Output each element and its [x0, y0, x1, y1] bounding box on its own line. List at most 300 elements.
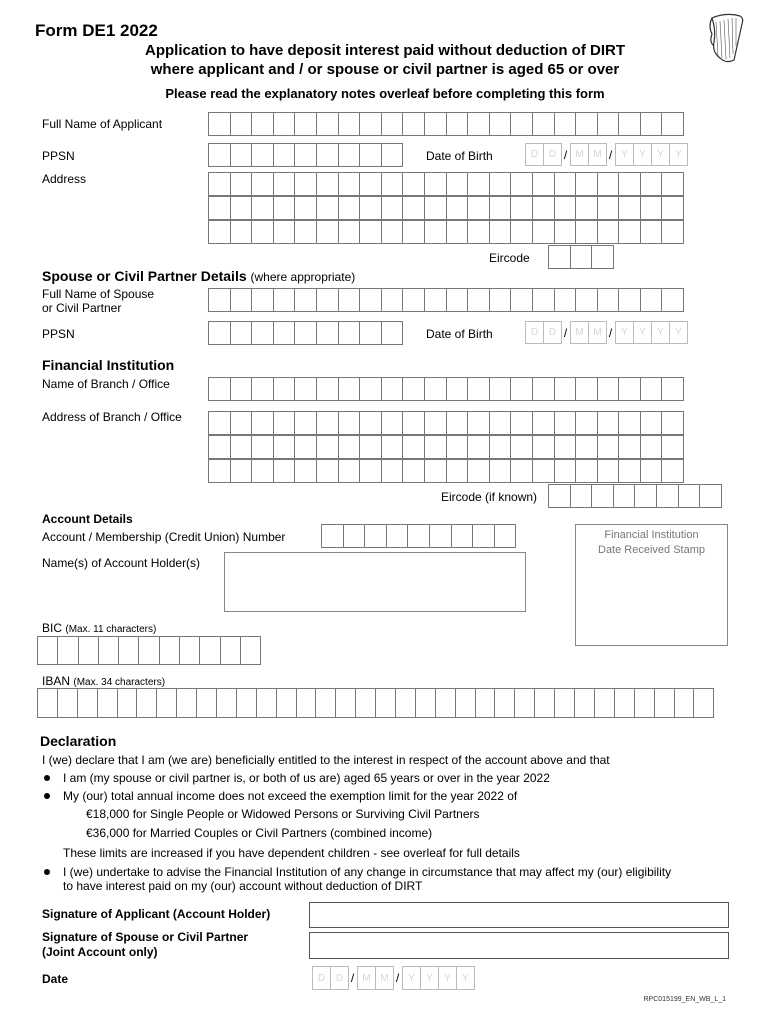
char-box[interactable]: [251, 112, 274, 136]
char-box[interactable]: [208, 377, 231, 401]
char-box[interactable]: [196, 688, 217, 718]
char-box[interactable]: [424, 288, 447, 312]
char-box[interactable]: [294, 143, 317, 167]
char-box[interactable]: [273, 143, 296, 167]
char-box[interactable]: [597, 377, 620, 401]
char-box[interactable]: [273, 411, 296, 435]
char-box[interactable]: [381, 435, 404, 459]
char-box[interactable]: [381, 321, 404, 345]
char-box[interactable]: [359, 411, 382, 435]
char-box[interactable]: [661, 435, 684, 459]
dob-year-box[interactable]: Y: [615, 321, 634, 344]
char-box[interactable]: [472, 524, 495, 548]
char-box[interactable]: [532, 435, 555, 459]
dob-month-box[interactable]: M: [570, 321, 589, 344]
char-box[interactable]: [654, 688, 675, 718]
char-box[interactable]: [575, 459, 598, 483]
char-box[interactable]: [424, 112, 447, 136]
char-box[interactable]: [230, 220, 253, 244]
date-year-box[interactable]: Y: [420, 966, 439, 990]
char-box[interactable]: [381, 459, 404, 483]
char-box[interactable]: [402, 288, 425, 312]
char-box[interactable]: [597, 411, 620, 435]
char-box[interactable]: [467, 172, 490, 196]
char-box[interactable]: [78, 636, 99, 665]
char-box[interactable]: [554, 377, 577, 401]
char-box[interactable]: [446, 172, 469, 196]
char-box[interactable]: [510, 459, 533, 483]
char-box[interactable]: [575, 288, 598, 312]
char-box[interactable]: [532, 459, 555, 483]
char-box[interactable]: [594, 688, 615, 718]
char-box[interactable]: [554, 411, 577, 435]
char-box[interactable]: [634, 484, 657, 508]
char-box[interactable]: [402, 220, 425, 244]
spouse-ppsn-boxes[interactable]: [208, 321, 402, 345]
char-box[interactable]: [199, 636, 220, 665]
char-box[interactable]: [316, 196, 339, 220]
char-box[interactable]: [273, 112, 296, 136]
spouse-full-name-boxes[interactable]: [208, 288, 683, 312]
char-box[interactable]: [424, 196, 447, 220]
char-box[interactable]: [338, 411, 361, 435]
char-box[interactable]: [117, 688, 138, 718]
char-box[interactable]: [618, 288, 641, 312]
char-box[interactable]: [475, 688, 496, 718]
char-box[interactable]: [597, 196, 620, 220]
branch-address-line2-boxes[interactable]: [208, 435, 683, 459]
date-month-box[interactable]: M: [375, 966, 394, 990]
applicant-eircode-boxes[interactable]: [548, 245, 613, 269]
char-box[interactable]: [554, 288, 577, 312]
char-box[interactable]: [532, 220, 555, 244]
char-box[interactable]: [661, 377, 684, 401]
char-box[interactable]: [640, 196, 663, 220]
char-box[interactable]: [240, 636, 261, 665]
branch-address-line3-boxes[interactable]: [208, 459, 683, 483]
char-box[interactable]: [359, 459, 382, 483]
char-box[interactable]: [510, 288, 533, 312]
dob-year-box[interactable]: Y: [669, 143, 688, 166]
char-box[interactable]: [208, 411, 231, 435]
char-box[interactable]: [230, 321, 253, 345]
char-box[interactable]: [395, 688, 416, 718]
char-box[interactable]: [591, 484, 614, 508]
char-box[interactable]: [251, 435, 274, 459]
char-box[interactable]: [554, 112, 577, 136]
char-box[interactable]: [338, 288, 361, 312]
char-box[interactable]: [532, 112, 555, 136]
char-box[interactable]: [57, 688, 78, 718]
char-box[interactable]: [661, 196, 684, 220]
char-box[interactable]: [273, 220, 296, 244]
char-box[interactable]: [359, 172, 382, 196]
char-box[interactable]: [402, 172, 425, 196]
char-box[interactable]: [276, 688, 297, 718]
char-box[interactable]: [656, 484, 679, 508]
char-box[interactable]: [575, 377, 598, 401]
char-box[interactable]: [467, 196, 490, 220]
char-box[interactable]: [294, 172, 317, 196]
char-box[interactable]: [489, 196, 512, 220]
dob-day-box[interactable]: D: [543, 143, 562, 166]
char-box[interactable]: [489, 459, 512, 483]
char-box[interactable]: [230, 288, 253, 312]
char-box[interactable]: [381, 288, 404, 312]
char-box[interactable]: [575, 196, 598, 220]
char-box[interactable]: [455, 688, 476, 718]
char-box[interactable]: [510, 377, 533, 401]
applicant-address-line3-boxes[interactable]: [208, 220, 683, 244]
char-box[interactable]: [618, 172, 641, 196]
char-box[interactable]: [321, 524, 344, 548]
spouse-dob-field[interactable]: [525, 321, 687, 344]
spouse-signature-field[interactable]: [309, 932, 729, 959]
char-box[interactable]: [640, 435, 663, 459]
char-box[interactable]: [359, 321, 382, 345]
char-box[interactable]: [316, 288, 339, 312]
char-box[interactable]: [159, 636, 180, 665]
char-box[interactable]: [446, 220, 469, 244]
dob-year-box[interactable]: Y: [669, 321, 688, 344]
date-year-box[interactable]: Y: [438, 966, 457, 990]
char-box[interactable]: [489, 220, 512, 244]
char-box[interactable]: [208, 435, 231, 459]
char-box[interactable]: [532, 172, 555, 196]
char-box[interactable]: [230, 459, 253, 483]
char-box[interactable]: [618, 196, 641, 220]
char-box[interactable]: [597, 288, 620, 312]
bic-boxes[interactable]: [37, 636, 260, 665]
char-box[interactable]: [316, 411, 339, 435]
char-box[interactable]: [693, 688, 714, 718]
char-box[interactable]: [402, 459, 425, 483]
char-box[interactable]: [359, 288, 382, 312]
dob-day-box[interactable]: D: [525, 143, 544, 166]
char-box[interactable]: [338, 377, 361, 401]
char-box[interactable]: [640, 411, 663, 435]
char-box[interactable]: [634, 688, 655, 718]
char-box[interactable]: [273, 435, 296, 459]
char-box[interactable]: [208, 459, 231, 483]
char-box[interactable]: [640, 220, 663, 244]
char-box[interactable]: [661, 112, 684, 136]
char-box[interactable]: [591, 245, 614, 269]
char-box[interactable]: [548, 245, 571, 269]
char-box[interactable]: [273, 288, 296, 312]
char-box[interactable]: [230, 112, 253, 136]
dob-year-box[interactable]: Y: [651, 321, 670, 344]
char-box[interactable]: [446, 377, 469, 401]
char-box[interactable]: [661, 411, 684, 435]
char-box[interactable]: [359, 196, 382, 220]
char-box[interactable]: [532, 196, 555, 220]
char-box[interactable]: [208, 172, 231, 196]
char-box[interactable]: [381, 196, 404, 220]
char-box[interactable]: [451, 524, 474, 548]
char-box[interactable]: [230, 172, 253, 196]
char-box[interactable]: [640, 288, 663, 312]
char-box[interactable]: [575, 220, 598, 244]
char-box[interactable]: [494, 688, 515, 718]
char-box[interactable]: [98, 636, 119, 665]
char-box[interactable]: [467, 435, 490, 459]
char-box[interactable]: [424, 459, 447, 483]
dob-year-box[interactable]: Y: [651, 143, 670, 166]
char-box[interactable]: [236, 688, 257, 718]
char-box[interactable]: [575, 172, 598, 196]
char-box[interactable]: [251, 321, 274, 345]
char-box[interactable]: [316, 172, 339, 196]
char-box[interactable]: [429, 524, 452, 548]
char-box[interactable]: [618, 112, 641, 136]
char-box[interactable]: [37, 688, 58, 718]
char-box[interactable]: [97, 688, 118, 718]
char-box[interactable]: [294, 411, 317, 435]
char-box[interactable]: [640, 377, 663, 401]
dob-day-box[interactable]: D: [543, 321, 562, 344]
char-box[interactable]: [597, 220, 620, 244]
char-box[interactable]: [467, 459, 490, 483]
char-box[interactable]: [381, 220, 404, 244]
dob-month-box[interactable]: M: [588, 143, 607, 166]
char-box[interactable]: [294, 112, 317, 136]
char-box[interactable]: [575, 411, 598, 435]
char-box[interactable]: [208, 321, 231, 345]
char-box[interactable]: [230, 377, 253, 401]
char-box[interactable]: [597, 459, 620, 483]
iban-boxes[interactable]: [37, 688, 713, 718]
char-box[interactable]: [208, 220, 231, 244]
char-box[interactable]: [37, 636, 58, 665]
char-box[interactable]: [57, 636, 78, 665]
char-box[interactable]: [381, 172, 404, 196]
char-box[interactable]: [364, 524, 387, 548]
char-box[interactable]: [208, 288, 231, 312]
dob-year-box[interactable]: Y: [633, 321, 652, 344]
char-box[interactable]: [77, 688, 98, 718]
char-box[interactable]: [338, 321, 361, 345]
char-box[interactable]: [570, 484, 593, 508]
char-box[interactable]: [407, 524, 430, 548]
char-box[interactable]: [489, 435, 512, 459]
char-box[interactable]: [251, 220, 274, 244]
branch-address-line1-boxes[interactable]: [208, 411, 683, 435]
char-box[interactable]: [467, 377, 490, 401]
char-box[interactable]: [338, 172, 361, 196]
char-box[interactable]: [230, 196, 253, 220]
char-box[interactable]: [467, 112, 490, 136]
char-box[interactable]: [316, 143, 339, 167]
char-box[interactable]: [494, 524, 517, 548]
char-box[interactable]: [575, 435, 598, 459]
char-box[interactable]: [335, 688, 356, 718]
char-box[interactable]: [554, 196, 577, 220]
char-box[interactable]: [316, 321, 339, 345]
char-box[interactable]: [338, 112, 361, 136]
char-box[interactable]: [402, 112, 425, 136]
char-box[interactable]: [446, 411, 469, 435]
char-box[interactable]: [316, 377, 339, 401]
char-box[interactable]: [424, 411, 447, 435]
char-box[interactable]: [467, 288, 490, 312]
char-box[interactable]: [273, 377, 296, 401]
char-box[interactable]: [338, 196, 361, 220]
char-box[interactable]: [614, 688, 635, 718]
dob-month-box[interactable]: M: [588, 321, 607, 344]
branch-eircode-boxes[interactable]: [548, 484, 721, 508]
char-box[interactable]: [315, 688, 336, 718]
char-box[interactable]: [510, 172, 533, 196]
char-box[interactable]: [316, 435, 339, 459]
char-box[interactable]: [273, 459, 296, 483]
char-box[interactable]: [618, 411, 641, 435]
char-box[interactable]: [316, 112, 339, 136]
char-box[interactable]: [381, 377, 404, 401]
char-box[interactable]: [575, 112, 598, 136]
char-box[interactable]: [338, 143, 361, 167]
char-box[interactable]: [118, 636, 139, 665]
char-box[interactable]: [510, 411, 533, 435]
char-box[interactable]: [230, 411, 253, 435]
date-day-box[interactable]: D: [330, 966, 349, 990]
char-box[interactable]: [338, 459, 361, 483]
char-box[interactable]: [640, 112, 663, 136]
char-box[interactable]: [570, 245, 593, 269]
char-box[interactable]: [534, 688, 555, 718]
char-box[interactable]: [251, 196, 274, 220]
char-box[interactable]: [230, 143, 253, 167]
char-box[interactable]: [251, 143, 274, 167]
char-box[interactable]: [386, 524, 409, 548]
char-box[interactable]: [359, 435, 382, 459]
char-box[interactable]: [294, 377, 317, 401]
char-box[interactable]: [294, 196, 317, 220]
branch-name-boxes[interactable]: [208, 377, 683, 401]
char-box[interactable]: [510, 196, 533, 220]
char-box[interactable]: [467, 411, 490, 435]
char-box[interactable]: [381, 143, 404, 167]
char-box[interactable]: [554, 435, 577, 459]
char-box[interactable]: [554, 459, 577, 483]
char-box[interactable]: [554, 688, 575, 718]
char-box[interactable]: [532, 288, 555, 312]
char-box[interactable]: [618, 220, 641, 244]
char-box[interactable]: [338, 220, 361, 244]
char-box[interactable]: [296, 688, 317, 718]
char-box[interactable]: [424, 220, 447, 244]
dob-month-box[interactable]: M: [570, 143, 589, 166]
char-box[interactable]: [597, 172, 620, 196]
char-box[interactable]: [661, 459, 684, 483]
char-box[interactable]: [208, 112, 231, 136]
char-box[interactable]: [256, 688, 277, 718]
char-box[interactable]: [489, 377, 512, 401]
char-box[interactable]: [574, 688, 595, 718]
char-box[interactable]: [359, 377, 382, 401]
char-box[interactable]: [446, 435, 469, 459]
char-box[interactable]: [514, 688, 535, 718]
char-box[interactable]: [381, 411, 404, 435]
char-box[interactable]: [489, 112, 512, 136]
char-box[interactable]: [618, 435, 641, 459]
char-box[interactable]: [510, 220, 533, 244]
dob-year-box[interactable]: Y: [633, 143, 652, 166]
char-box[interactable]: [273, 196, 296, 220]
char-box[interactable]: [640, 459, 663, 483]
char-box[interactable]: [136, 688, 157, 718]
char-box[interactable]: [294, 220, 317, 244]
char-box[interactable]: [338, 435, 361, 459]
char-box[interactable]: [435, 688, 456, 718]
char-box[interactable]: [381, 112, 404, 136]
char-box[interactable]: [597, 112, 620, 136]
char-box[interactable]: [424, 377, 447, 401]
char-box[interactable]: [661, 288, 684, 312]
char-box[interactable]: [316, 459, 339, 483]
char-box[interactable]: [208, 143, 231, 167]
char-box[interactable]: [251, 459, 274, 483]
char-box[interactable]: [273, 172, 296, 196]
char-box[interactable]: [613, 484, 636, 508]
char-box[interactable]: [640, 172, 663, 196]
applicant-full-name-boxes[interactable]: [208, 112, 683, 136]
char-box[interactable]: [316, 220, 339, 244]
char-box[interactable]: [138, 636, 159, 665]
applicant-address-line1-boxes[interactable]: [208, 172, 683, 196]
dob-day-box[interactable]: D: [525, 321, 544, 344]
char-box[interactable]: [343, 524, 366, 548]
char-box[interactable]: [179, 636, 200, 665]
date-month-box[interactable]: M: [357, 966, 376, 990]
char-box[interactable]: [532, 411, 555, 435]
char-box[interactable]: [548, 484, 571, 508]
char-box[interactable]: [489, 288, 512, 312]
char-box[interactable]: [402, 435, 425, 459]
date-year-box[interactable]: Y: [402, 966, 421, 990]
char-box[interactable]: [661, 220, 684, 244]
char-box[interactable]: [294, 435, 317, 459]
char-box[interactable]: [220, 636, 241, 665]
char-box[interactable]: [251, 288, 274, 312]
char-box[interactable]: [510, 112, 533, 136]
char-box[interactable]: [674, 688, 695, 718]
char-box[interactable]: [359, 220, 382, 244]
char-box[interactable]: [375, 688, 396, 718]
account-number-boxes[interactable]: [321, 524, 515, 548]
char-box[interactable]: [359, 143, 382, 167]
char-box[interactable]: [532, 377, 555, 401]
char-box[interactable]: [489, 411, 512, 435]
char-box[interactable]: [216, 688, 237, 718]
char-box[interactable]: [661, 172, 684, 196]
applicant-address-line2-boxes[interactable]: [208, 196, 683, 220]
char-box[interactable]: [446, 459, 469, 483]
char-box[interactable]: [176, 688, 197, 718]
char-box[interactable]: [446, 288, 469, 312]
char-box[interactable]: [618, 377, 641, 401]
char-box[interactable]: [415, 688, 436, 718]
char-box[interactable]: [294, 321, 317, 345]
char-box[interactable]: [355, 688, 376, 718]
char-box[interactable]: [402, 411, 425, 435]
char-box[interactable]: [359, 112, 382, 136]
char-box[interactable]: [294, 288, 317, 312]
date-year-box[interactable]: Y: [456, 966, 475, 990]
char-box[interactable]: [294, 459, 317, 483]
char-box[interactable]: [251, 411, 274, 435]
applicant-ppsn-boxes[interactable]: [208, 143, 402, 167]
